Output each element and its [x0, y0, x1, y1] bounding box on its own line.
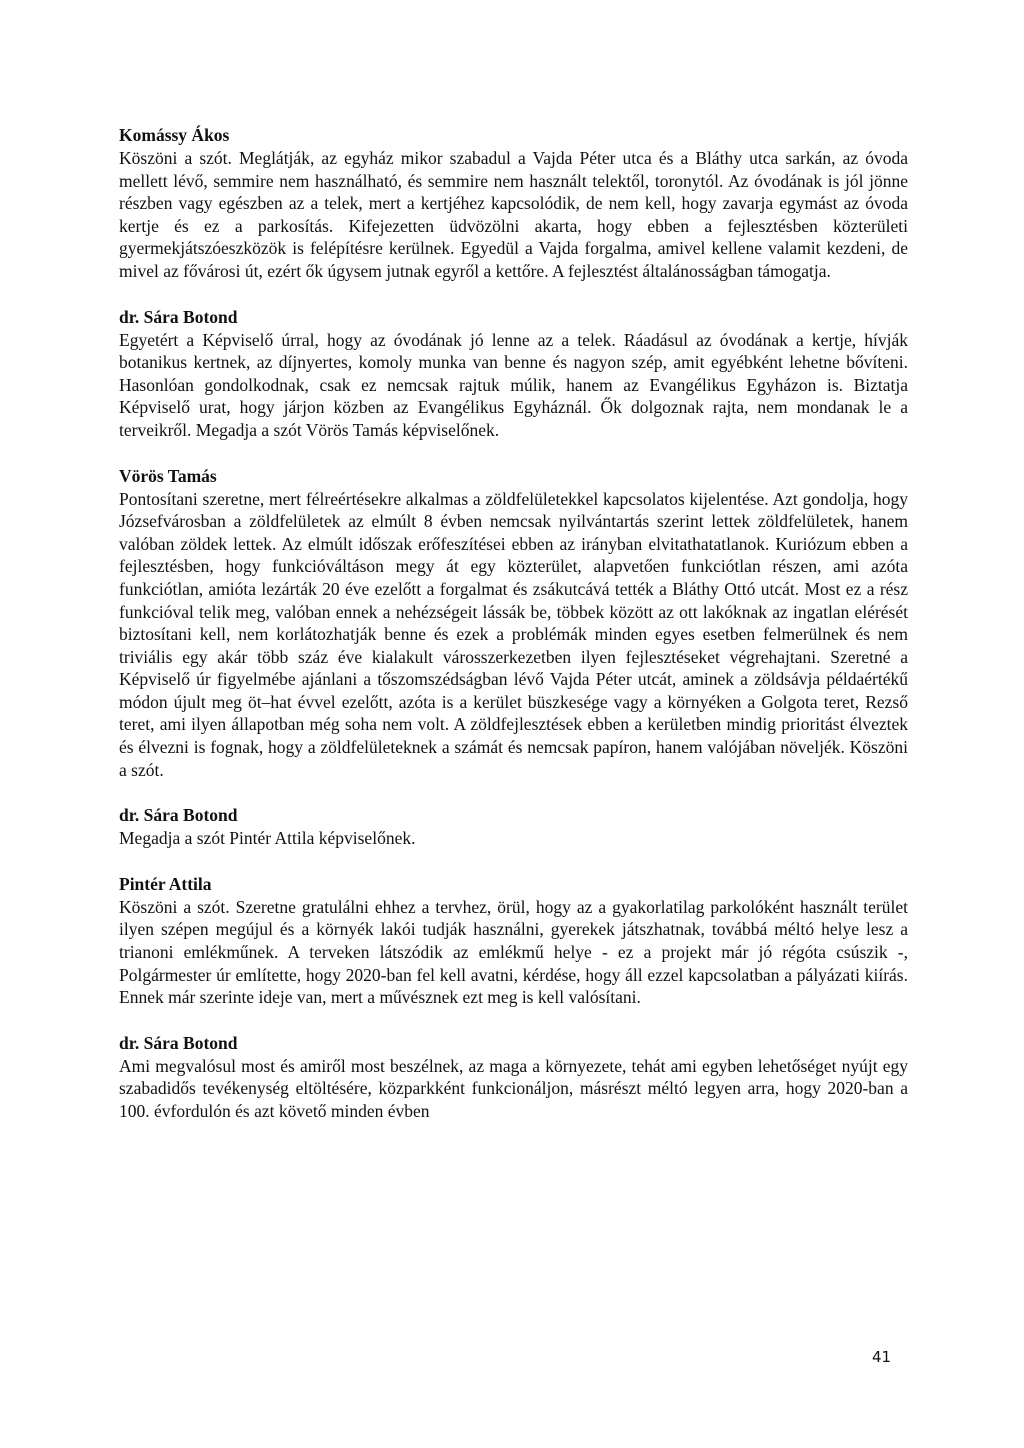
speech-text: Köszöni a szót. Meglátják, az egyház mikor szabadul a Vajda Péter utca és a Bláthy utca sarkán, az óvoda mellett lévő, semmire nem használható, és semmire nem használt telektől, toronytól. Az óvodának is jól jönne részben vagy egészben az a telek, mert a kertjéhez kapcsolódik, de nem kell, hogy zavarja egymást az óvoda kertje és ez a parkosítás. Kifejezetten üdvözölni akarta, hogy ebben a fejlesztésben közterületi gyermekjátszóeszközök is felépítésre kerülnek. Egyedül a Vajda forgalma, amivel kellene valamit kezdeni, de mivel az fővárosi út, ezért ők úgysem jutnak egyről a kettőre. A fejlesztést általánosságban támogatja.: [119, 148, 908, 281]
speaker-name: Pintér Attila: [119, 873, 212, 894]
speaker-name: Komássy Ákos: [119, 125, 230, 145]
speech-text: Ami megvalósul most és amiről most beszélnek, az maga a környezete, tehát ami egyben lehetőséget nyújt egy szabadidős tevékenység eltöltésére, közparkként funkcionáljon, másrészt méltó legyen arra, hogy 2020-ban a 100. évfordulón és azt követő minden évben: [119, 1055, 908, 1121]
speech-text: Köszöni a szót. Szeretne gratulálni ehhez a tervhez, örül, hogy az a gyakorlatilag parkolóként használt terület ilyen szépen megújul és a környék lakói tudják használni, gyerekek játszhatnak, továbbá méltó helye lesz a trianoni emlékműnek. A terveken látszódik az emlékmű helye - ez a projekt már jó régóta csúszik -, Polgármester úr említette, hogy 2020-ban fel kell avatni, kérdése, hogy áll ezzel kapcsolatban a pályázati kiírás. Ennek már szerinte ideje van, mert a művésznek ezt meg is kell valósítani.: [119, 896, 908, 1008]
speaker-name: dr. Sára Botond: [119, 306, 238, 327]
speech-block: [119, 1032, 908, 1123]
speech-block: [119, 124, 908, 283]
speech-block: [119, 804, 908, 850]
speech-block: [119, 873, 908, 1009]
page-number: 41: [872, 1348, 892, 1366]
speech-text: Pontosítani szeretne, mert félreértésekre alkalmas a zöldfelületekkel kapcsolatos kijelentése. Azt gondolja, hogy Józsefvárosban a zöldfelületek az elmúlt 8 évben nemcsak nyilvántartás szerint lettek zöldfelületek, hanem valóban zöldek lettek. Az elmúlt időszak erőfeszítései ebben az irányban elvitathatatlanok. Kuriózum ebben a fejlesztésben, hogy funkcióváltáson megy át egy közterület, alapvetően funkciótlan részen, ami azóta funkciótlan, amióta lezárták 20 éve ezelőtt a forgalmat és zsákutcává tették a Bláthy Ottó utcát. Most ez a rész funkcióval telik meg, valóban ennek a nehézségeit lássák be, többek között az ott lakóknak az ingatlan elérését biztosítani kell, nem korlátozhatják benne és ezek a problémák minden egyes esetben felmerülnek és nem triviális egy akár több száz éve kialakult városszerkezetben ilyen fejlesztéseket végrehajtani. Szeretné a Képviselő úr figyelmébe ajánlani a tőszomszédságban lévő Vajda Péter utcát, aminek a zöldsávja példaértékű módon újult meg öt–hat évvel ezelőtt, azóta is a kerület büszkesége vagy a környéken a Golgota teret, Rezső teret, ami ilyen állapotban még soha nem volt. A zöldfejlesztések ebben a kerületben mindig prioritást élveztek és élvezni is fognak, hogy a zöldfelületeknek a számát és nemcsak papíron, hanem valójában növeljék. Köszöni a szót.: [119, 488, 908, 780]
speech-text: Megadja a szót Pintér Attila képviselőnek.: [119, 828, 416, 849]
speaker-name: Vörös Tamás: [119, 465, 217, 486]
speaker-name: dr. Sára Botond: [119, 805, 238, 826]
speech-text: Egyetért a Képviselő úrral, hogy az óvodának jó lenne az a telek. Ráadásul az óvodának a kertje, hívják botanikus kertnek, az díjnyertes, komoly munka van benne és nagyon szép, amit egyébként lehetne bővíteni. Hasonlóan gondolkodnak, csak ez nemcsak rajtuk múlik, hanem az Evangélikus Egyházon is. Biztatja Képviselő urat, hogy járjon közben az Evangélikus Egyháznál. Ők dolgoznak rajta, nem mondanak le a terveikről. Megadja a szót Vörös Tamás képviselőnek.: [119, 329, 908, 440]
speech-block: [119, 465, 908, 782]
speaker-name: dr. Sára Botond: [119, 1032, 238, 1053]
document-page: [119, 124, 908, 1146]
speech-block: [119, 306, 908, 442]
